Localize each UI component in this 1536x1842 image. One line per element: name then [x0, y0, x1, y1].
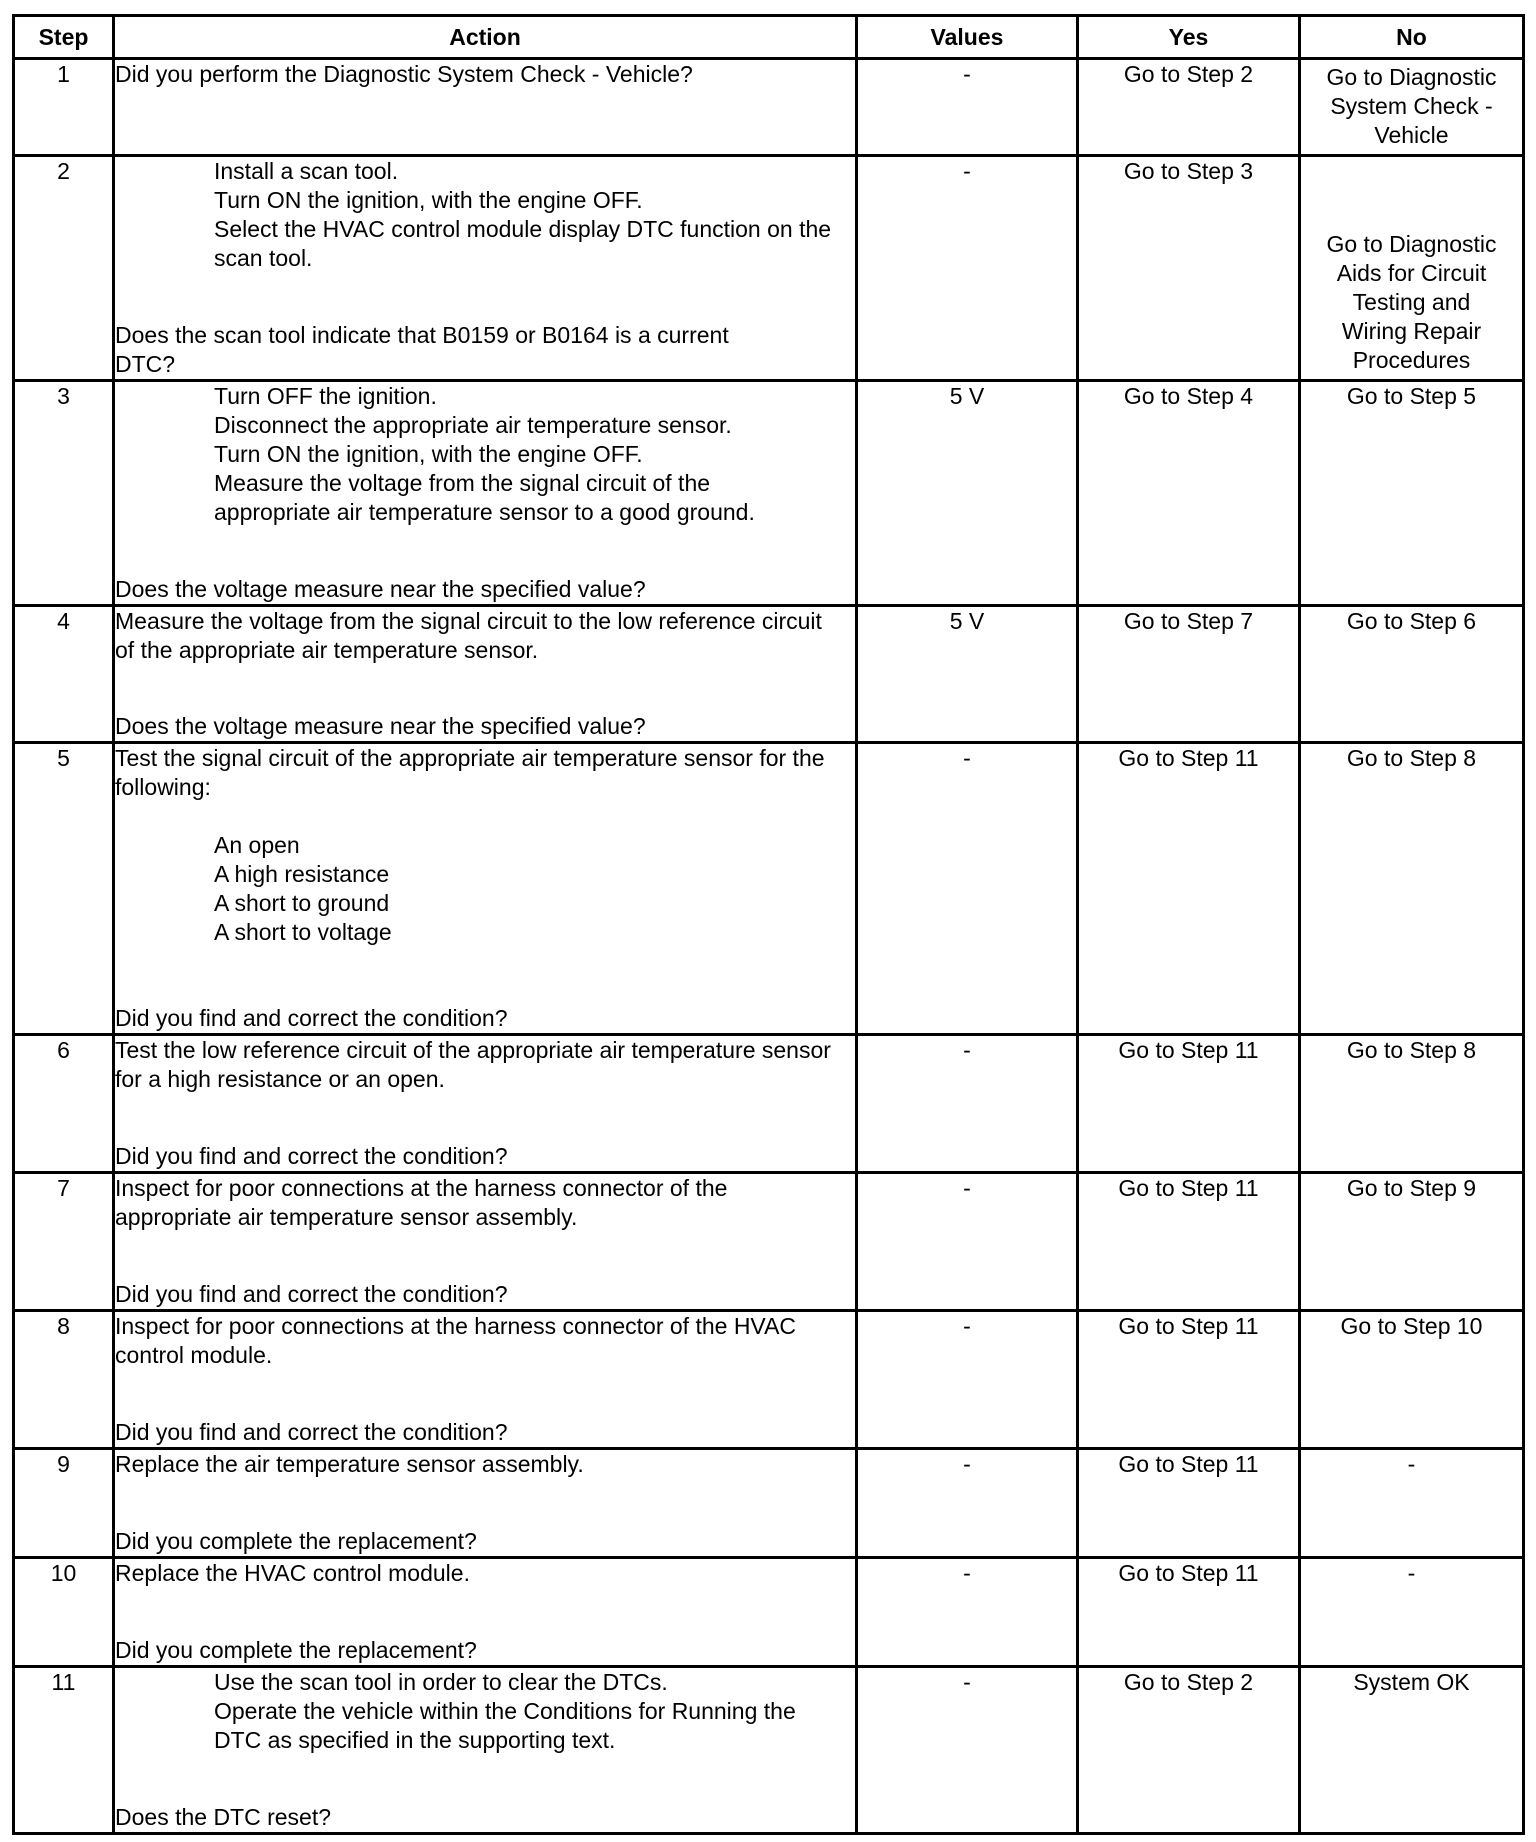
action-cell	[114, 1667, 857, 1834]
action-item: A short to ground	[214, 890, 390, 916]
header-row	[14, 16, 1524, 59]
no-cell: Go to Step 8	[1300, 743, 1524, 1035]
action-item: Measure the voltage from the signal circuit of the appropriate air temperature sensor to a good ground.	[214, 470, 755, 525]
no-cell: Go to Step 5	[1300, 381, 1524, 606]
yes-cell: Go to Step 3	[1078, 156, 1300, 381]
action-question: Did you complete the replacement?	[115, 1528, 477, 1554]
yes-cell: Go to Step 2	[1078, 59, 1300, 156]
yes-cell: Go to Step 11	[1078, 1449, 1300, 1558]
action-item: A short to voltage	[214, 919, 392, 945]
value-cell: -	[857, 1311, 1078, 1449]
step-number: 3	[14, 381, 114, 606]
action-item: Disconnect the appropriate air temperature sensor.	[214, 412, 732, 438]
action-item: Operate the vehicle within the Conditions for Running the DTC as specified in the supporting text.	[214, 1698, 796, 1753]
action-cell	[114, 606, 857, 743]
step-number: 11	[14, 1667, 114, 1834]
action-intro: Test the low reference circuit of the appropriate air temperature sensor for a high resistance or an open.	[115, 1037, 831, 1092]
no-cell: Go to Step 8	[1300, 1035, 1524, 1173]
diagnostic-table-container	[12, 14, 1525, 1835]
step-number: 6	[14, 1035, 114, 1173]
header-action: Action	[114, 16, 857, 59]
no-cell: System OK	[1300, 1667, 1524, 1834]
header-no: No	[1300, 16, 1524, 59]
action-intro: Measure the voltage from the signal circuit to the low reference circuit of the appropriate air temperature sensor.	[115, 608, 822, 663]
action-question: Did you complete the replacement?	[115, 1637, 477, 1663]
no-cell: -	[1300, 1558, 1524, 1667]
step-number: 9	[14, 1449, 114, 1558]
action-cell	[114, 1173, 857, 1311]
action-cell	[114, 743, 857, 1035]
action-cell	[114, 1449, 857, 1558]
action-intro: Inspect for poor connections at the harness connector of the appropriate air temperature sensor assembly.	[115, 1175, 728, 1230]
action-intro: Did you perform the Diagnostic System Check - Vehicle?	[115, 61, 693, 87]
action-question: Did you find and correct the condition?	[115, 1419, 508, 1445]
table-row	[14, 1173, 1524, 1311]
action-cell	[114, 1558, 857, 1667]
action-intro: Replace the HVAC control module.	[115, 1560, 470, 1586]
no-text: Go to Diagnostic Aids for Circuit Testing and Wiring Repair Procedures	[1326, 231, 1497, 373]
table-row	[14, 743, 1524, 1035]
yes-cell: Go to Step 11	[1078, 1311, 1300, 1449]
value-cell: -	[857, 1173, 1078, 1311]
table-row	[14, 1449, 1524, 1558]
header-values: Values	[857, 16, 1078, 59]
action-cell	[114, 1035, 857, 1173]
yes-cell: Go to Step 11	[1078, 1035, 1300, 1173]
action-cell	[114, 59, 857, 156]
action-cell	[114, 1311, 857, 1449]
step-number: 8	[14, 1311, 114, 1449]
no-cell	[1300, 156, 1524, 381]
step-number: 1	[14, 59, 114, 156]
step-number: 10	[14, 1558, 114, 1667]
action-question: Does the voltage measure near the specified value?	[115, 576, 646, 602]
step-number: 4	[14, 606, 114, 743]
table-row	[14, 381, 1524, 606]
action-cell	[114, 156, 857, 381]
action-item: Use the scan tool in order to clear the DTCs.	[214, 1669, 668, 1695]
action-cell	[114, 381, 857, 606]
yes-cell: Go to Step 11	[1078, 1173, 1300, 1311]
value-cell: 5 V	[857, 381, 1078, 606]
table-row	[14, 1558, 1524, 1667]
table-row	[14, 59, 1524, 156]
action-question: Did you find and correct the condition?	[115, 1143, 508, 1169]
table-row	[14, 606, 1524, 743]
table-row	[14, 156, 1524, 381]
action-question: Does the voltage measure near the specified value?	[115, 713, 646, 739]
value-cell: -	[857, 59, 1078, 156]
action-intro: Replace the air temperature sensor assembly.	[115, 1451, 584, 1477]
no-cell: -	[1300, 1449, 1524, 1558]
step-number: 7	[14, 1173, 114, 1311]
action-item: An open	[214, 832, 300, 858]
action-item: Select the HVAC control module display DTC function on the scan tool.	[214, 216, 832, 271]
yes-cell: Go to Step 7	[1078, 606, 1300, 743]
action-item: A high resistance	[214, 861, 390, 887]
value-cell: -	[857, 1035, 1078, 1173]
table-row	[14, 1667, 1524, 1834]
diagnostic-table	[12, 14, 1525, 1835]
yes-cell: Go to Step 11	[1078, 743, 1300, 1035]
action-question: Does the DTC reset?	[115, 1804, 332, 1830]
action-intro: Inspect for poor connections at the harness connector of the HVAC control module.	[115, 1313, 797, 1368]
action-item: Turn OFF the ignition.	[214, 383, 437, 409]
yes-cell: Go to Step 4	[1078, 381, 1300, 606]
table-row	[14, 1311, 1524, 1449]
action-item: Turn ON the ignition, with the engine OFF.	[214, 187, 643, 213]
value-cell: -	[857, 156, 1078, 381]
value-cell: -	[857, 1667, 1078, 1834]
yes-cell: Go to Step 11	[1078, 1558, 1300, 1667]
value-cell: 5 V	[857, 606, 1078, 743]
no-cell: Go to Step 9	[1300, 1173, 1524, 1311]
no-cell: Go to Step 6	[1300, 606, 1524, 743]
no-cell: Go to Step 10	[1300, 1311, 1524, 1449]
value-cell: -	[857, 1449, 1078, 1558]
value-cell: -	[857, 743, 1078, 1035]
yes-cell: Go to Step 2	[1078, 1667, 1300, 1834]
action-item: Turn ON the ignition, with the engine OFF.	[214, 441, 643, 467]
action-question: Does the scan tool indicate that B0159 or B0164 is a current DTC?	[115, 322, 729, 377]
action-question: Did you find and correct the condition?	[115, 1281, 508, 1307]
header-yes: Yes	[1078, 16, 1300, 59]
action-intro: Test the signal circuit of the appropriate air temperature sensor for the following:	[115, 745, 825, 800]
step-number: 2	[14, 156, 114, 381]
step-number: 5	[14, 743, 114, 1035]
table-row	[14, 1035, 1524, 1173]
no-text: Go to Diagnostic System Check - Vehicle	[1326, 64, 1497, 148]
value-cell: -	[857, 1558, 1078, 1667]
action-question: Did you find and correct the condition?	[115, 1005, 508, 1031]
action-item: Install a scan tool.	[214, 158, 399, 184]
header-step: Step	[14, 16, 114, 59]
no-cell	[1300, 59, 1524, 156]
